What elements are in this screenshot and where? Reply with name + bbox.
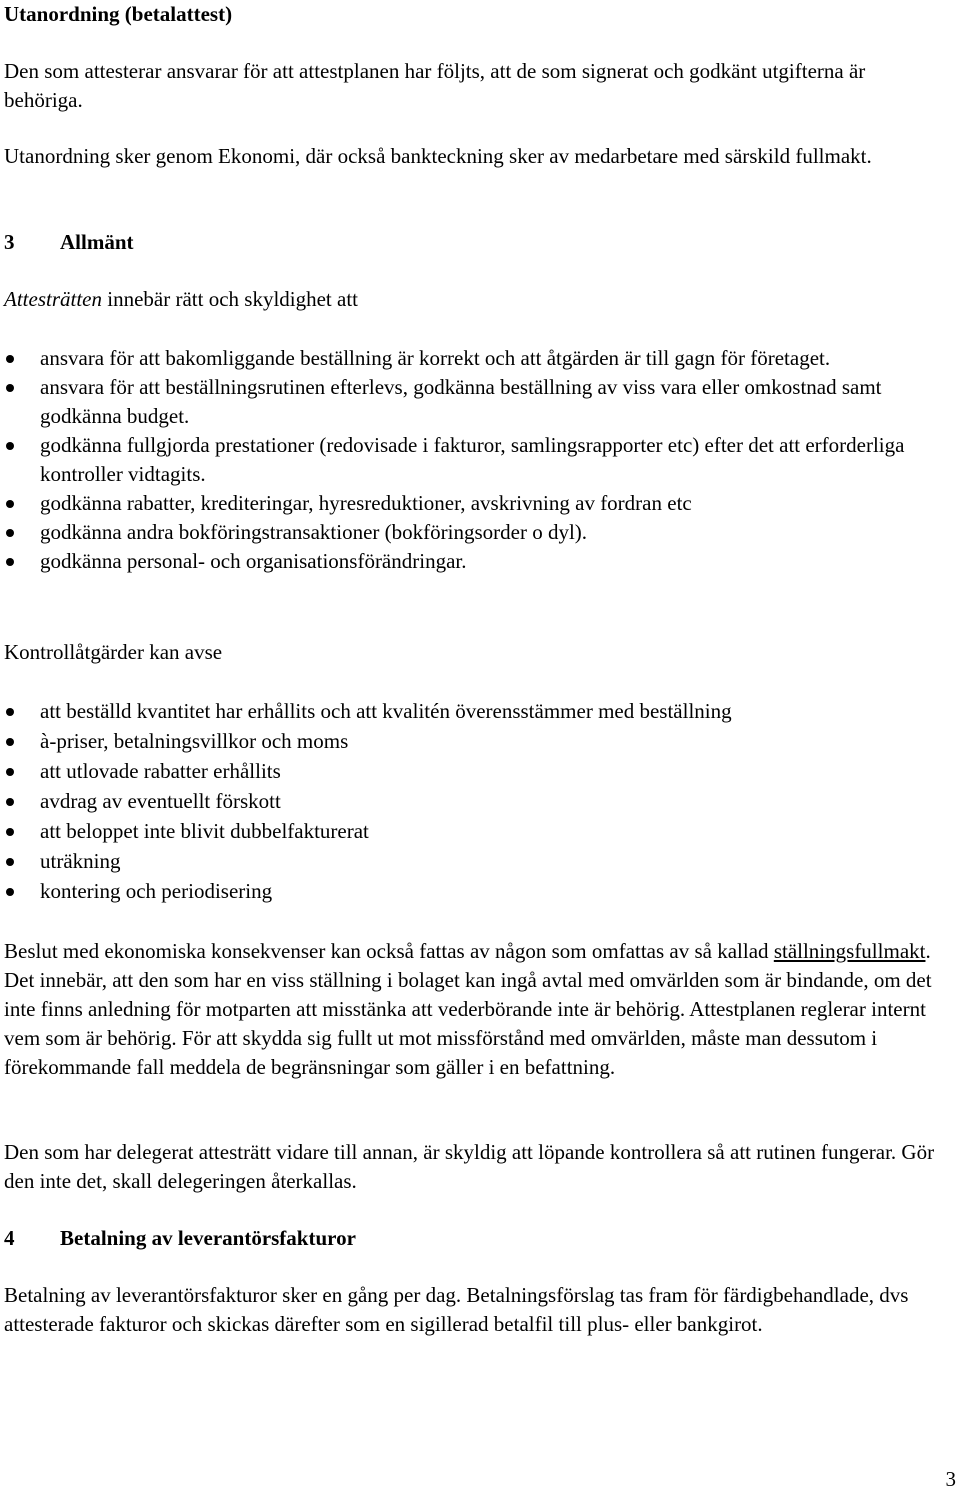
list-item-text: godkänna personal- och organisationsförändringar.: [40, 549, 467, 573]
list-item-text: ansvara för att bakomliggande beställning är korrekt och att åtgärden är till gagn för företaget.: [40, 346, 831, 370]
section-4-paragraph: Betalning av leverantörsfakturor sker en gång per dag. Betalningsförslag tas fram för färdigbehandlade, dvs attesterade fakturor och skickas därefter som en sigillerad betalfil till plus- eller bankgirot.: [4, 1283, 909, 1336]
bullet-icon: [6, 442, 14, 450]
bullet-icon: [6, 529, 14, 537]
list-item-text: ansvara för att beställningsrutinen efterlevs, godkänna beställning av viss vara eller omkostnad samt godkänna budget.: [40, 375, 882, 428]
bullet-icon: [6, 355, 14, 363]
bullet-icon: [6, 798, 14, 806]
list-item: [4, 847, 949, 877]
attestratten-term: Attesträtten: [4, 287, 102, 311]
section-3-heading: [4, 228, 134, 257]
bullet-icon: [6, 888, 14, 896]
list-item: [4, 431, 949, 489]
list-item: [4, 817, 949, 847]
bullet-icon: [6, 738, 14, 746]
section-3-intro: [4, 285, 949, 314]
list-item: [4, 877, 949, 907]
list-item: [4, 727, 949, 757]
page-number: 3: [945, 1467, 956, 1491]
list-item-text: kontering och periodisering: [40, 879, 273, 903]
bullet-icon: [6, 768, 14, 776]
utanordning-heading: Utanordning (betalattest): [4, 2, 233, 26]
bullet-icon: [6, 558, 14, 566]
bullet-icon: [6, 858, 14, 866]
list-item-text: godkänna andra bokföringstransaktioner (bokföringsorder o dyl).: [40, 520, 588, 544]
beslut-paragraph: [4, 937, 949, 1082]
stallningsfullmakt-term: ställningsfullmakt: [773, 939, 926, 963]
list-item-text: att beställd kvantitet har erhållits och att kvalitén överensstämmer med beställning: [40, 699, 732, 723]
bullet-icon: [6, 384, 14, 392]
section-4-heading: [4, 1224, 356, 1253]
utanordning-paragraph-1: Den som attesterar ansvarar för att attestplanen har följts, att de som signerat och godkänt utgifterna är behöriga.: [4, 59, 866, 112]
list-item: [4, 489, 949, 518]
kontroll-bullet-list: [4, 697, 949, 907]
list-item: [4, 787, 949, 817]
section-3-intro-rest: innebär rätt och skyldighet att: [102, 287, 359, 311]
list-item: [4, 344, 949, 373]
section-3-number: 3: [4, 230, 15, 254]
list-item-text: uträkning: [40, 849, 121, 873]
list-item-text: godkänna fullgjorda prestationer (redovisade i fakturor, samlingsrapporter etc) efter det att erforderliga kontroller vidtagits.: [40, 433, 905, 486]
beslut-text-end: . Det innebär, att den som har en viss ställning i bolaget kan ingå avtal med omvärlden som är bindande, om det inte finns anledning för motparten att misstänka att vederbörande inte är behörig. Attestplanen reglerar internt vem som är behörig. För att skydda sig fullt ut mot missförstånd med omvärlden, måste man dessutom i förekommande fall meddela de begränsningar som gäller i en befattning.: [4, 939, 932, 1079]
list-item: [4, 518, 949, 547]
delegerat-paragraph: Den som har delegerat attesträtt vidare till annan, är skyldig att löpande kontrollera så att rutinen fungerar. Gör den inte det, skall delegeringen återkallas.: [4, 1140, 935, 1193]
bullet-icon: [6, 828, 14, 836]
list-item-text: att utlovade rabatter erhållits: [40, 759, 281, 783]
section-3-title: Allmänt: [60, 230, 134, 254]
bullet-icon: [6, 708, 14, 716]
list-item: [4, 757, 949, 787]
attestratt-bullet-list: [4, 344, 949, 576]
utanordning-paragraph-2: Utanordning sker genom Ekonomi, där också bankteckning sker av medarbetare med särskild fullmakt.: [4, 144, 872, 168]
list-item-text: avdrag av eventuellt förskott: [40, 789, 281, 813]
list-item: [4, 547, 949, 576]
beslut-text-start: Beslut med ekonomiska konsekvenser kan också fattas av någon som omfattas av så kallad: [4, 939, 774, 963]
bullet-icon: [6, 500, 14, 508]
list-item-text: att beloppet inte blivit dubbelfakturerat: [40, 819, 369, 843]
kontroll-intro: Kontrollåtgärder kan avse: [4, 640, 223, 664]
section-4-title: Betalning av leverantörsfakturor: [60, 1226, 356, 1250]
list-item: [4, 373, 949, 431]
list-item: [4, 697, 949, 727]
list-item-text: godkänna rabatter, krediteringar, hyresreduktioner, avskrivning av fordran etc: [40, 491, 692, 515]
list-item-text: à-priser, betalningsvillkor och moms: [40, 729, 349, 753]
section-4-number: 4: [4, 1226, 15, 1250]
